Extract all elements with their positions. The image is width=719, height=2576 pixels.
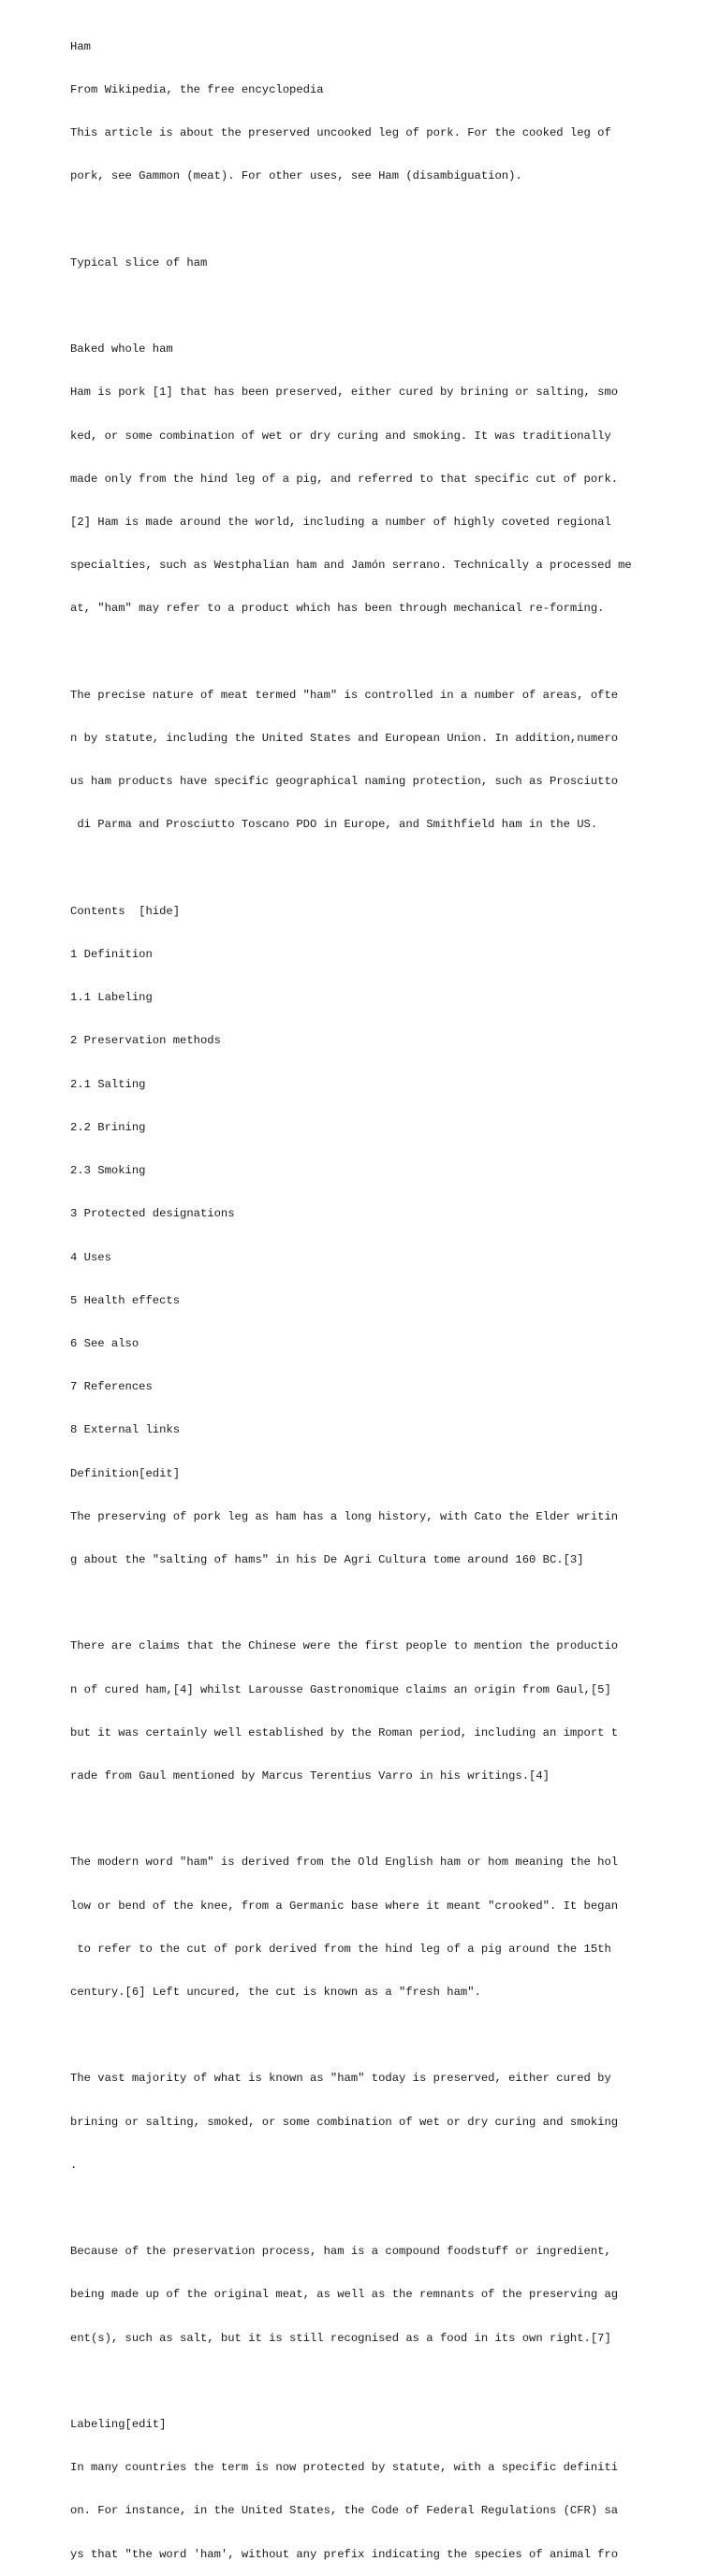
- text-line: n of cured ham,[4] whilst Larousse Gastronomique claims an origin from Gaul,[5]: [70, 1682, 611, 1696]
- text-line: This article is about the preserved uncooked leg of pork. For the cooked leg of: [70, 126, 611, 140]
- text-line: brining or salting, smoked, or some combination of wet or dry curing and smoking: [70, 2115, 619, 2129]
- text-line: 8 External links: [70, 1423, 181, 1437]
- text-line: being made up of the original meat, as well as the remnants of the preserving ag: [70, 2288, 619, 2302]
- text-line: Definition[edit]: [70, 1466, 181, 1480]
- text-line: [70, 862, 651, 876]
- text-line: [2] Ham is made around the world, including a number of highly coveted regional: [70, 516, 611, 530]
- text-line: rade from Gaul mentioned by Marcus Terentius Varro in his writings.[4]: [70, 1768, 550, 1783]
- text-line: pork, see Gammon (meat). For other uses, see Ham (disambiguation).: [70, 169, 522, 183]
- text-line: Contents [hide]: [70, 904, 181, 918]
- text-line: specialties, such as Westphalian ham and Jamón serrano. Technically a processed me: [70, 559, 632, 573]
- text-line: [70, 2375, 651, 2389]
- text-line: 3 Protected designations: [70, 1207, 235, 1221]
- text-line: [70, 2029, 651, 2043]
- text-line: Typical slice of ham: [70, 255, 208, 269]
- text-line: [70, 646, 651, 660]
- text-line: 4 Uses: [70, 1250, 111, 1264]
- text-line: [70, 1596, 651, 1610]
- text-line: low or bend of the knee, from a Germanic base where it meant "crooked". It began: [70, 1899, 619, 1913]
- text-line: .: [70, 2158, 78, 2172]
- text-line: g about the "salting of hams" in his De Agri Cultura tome around 160 BC.[3]: [70, 1552, 584, 1566]
- text-line: There are claims that the Chinese were the first people to mention the productio: [70, 1639, 619, 1653]
- text-line: [70, 2202, 651, 2216]
- text-line: to refer to the cut of pork derived from the hind leg of a pig around the 15th: [70, 1942, 611, 1956]
- text-line: 2 Preservation methods: [70, 1034, 221, 1048]
- text-line: made only from the hind leg of a pig, and referred to that specific cut of pork.: [70, 472, 619, 486]
- text-line: The preserving of pork leg as ham has a long history, with Cato the Elder writin: [70, 1509, 619, 1523]
- text-line: ys that "the word 'ham', without any prefix indicating the species of animal fro: [70, 2547, 619, 2561]
- text-line: century.[6] Left uncured, the cut is known as a "fresh ham".: [70, 1985, 481, 1999]
- text-line: 1 Definition: [70, 948, 153, 962]
- text-line: 7 References: [70, 1380, 153, 1394]
- text-line: Ham: [70, 39, 91, 53]
- text-line: 1.1 Labeling: [70, 991, 153, 1005]
- document-body: [70, 11, 651, 2576]
- text-line: 6 See also: [70, 1336, 139, 1350]
- text-line: 5 Health effects: [70, 1293, 181, 1307]
- text-line: The precise nature of meat termed "ham" is controlled in a number of areas, ofte: [70, 688, 619, 702]
- text-line: Baked whole ham: [70, 342, 173, 357]
- text-line: [70, 213, 651, 227]
- text-line: us ham products have specific geographical naming protection, such as Prosciutto: [70, 775, 619, 789]
- text-line: [70, 1812, 651, 1826]
- text-line: di Parma and Prosciutto Toscano PDO in Europe, and Smithfield ham in the US.: [70, 818, 598, 832]
- text-line: 2.2 Brining: [70, 1120, 146, 1134]
- text-line: on. For instance, in the United States, the Code of Federal Regulations (CFR) sa: [70, 2504, 619, 2518]
- text-line: 2.3 Smoking: [70, 1164, 146, 1178]
- text-line: ked, or some combination of wet or dry curing and smoking. It was traditionally: [70, 429, 611, 443]
- text-line: at, "ham" may refer to a product which has been through mechanical re-forming.: [70, 602, 605, 616]
- text-line: Ham is pork [1] that has been preserved, either cured by brining or salting, smo: [70, 386, 619, 400]
- text-line: Labeling[edit]: [70, 2417, 167, 2431]
- text-line: but it was certainly well established by the Roman period, including an import t: [70, 1725, 619, 1739]
- text-line: Because of the preservation process, ham is a compound foodstuff or ingredient,: [70, 2245, 611, 2259]
- text-line: ent(s), such as salt, but it is still recognised as a food in its own right.[7]: [70, 2331, 611, 2345]
- text-line: n by statute, including the United States and European Union. In addition,numero: [70, 732, 619, 746]
- text-line: From Wikipedia, the free encyclopedia: [70, 83, 324, 97]
- text-line: [70, 299, 651, 313]
- text-line: The vast majority of what is known as "ham" today is preserved, either cured by: [70, 2072, 611, 2086]
- text-line: The modern word "ham" is derived from the Old English ham or hom meaning the hol: [70, 1856, 619, 1870]
- text-line: 2.1 Salting: [70, 1077, 146, 1091]
- text-line: In many countries the term is now protected by statute, with a specific definiti: [70, 2461, 619, 2475]
